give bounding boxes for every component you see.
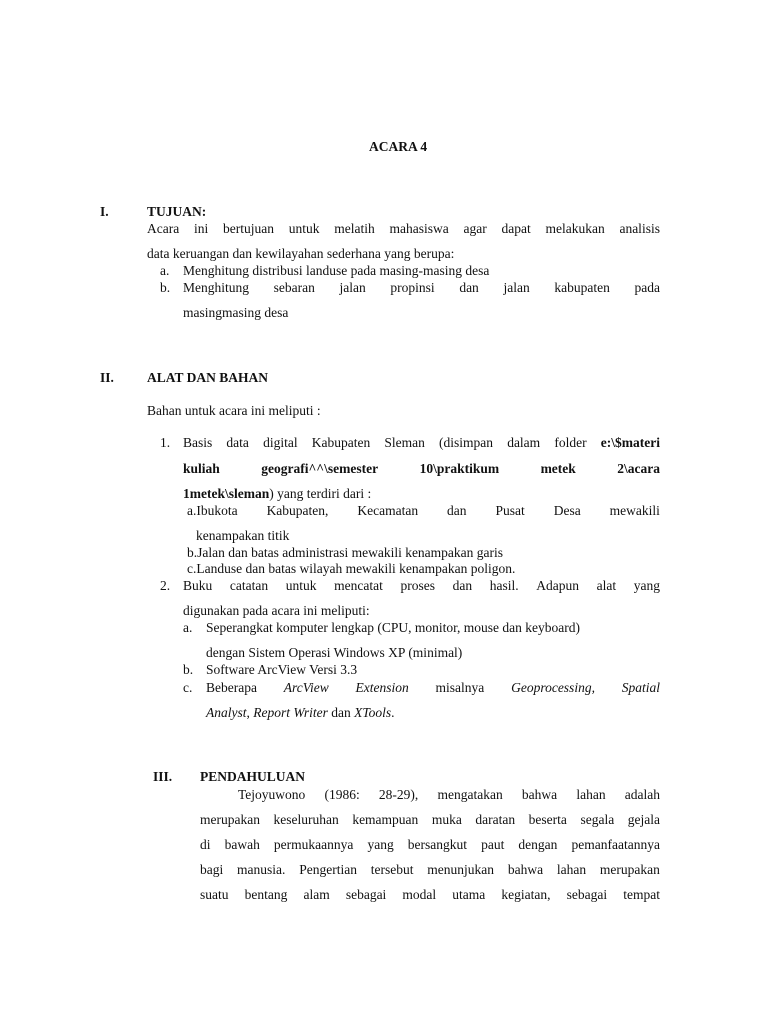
section-2-intro: Bahan untuk acara ini meliputi :: [147, 403, 321, 418]
sub-item-a: a.Ibukota Kabupaten, Kecamatan dan Pusat Desa mewakili: [187, 503, 660, 518]
list-item-b-continuation: masingmasing desa: [183, 305, 289, 320]
list-marker: c.: [183, 680, 193, 695]
section-1-paragraph-line-2: data keruangan dan kewilayahan sederhana yang berupa:: [147, 246, 455, 261]
list-item-a: Menghitung distribusi landuse pada masing-masing desa: [183, 263, 490, 278]
section-3-line-1: Tejoyuwono (1986: 28-29), mengatakan bahwa lahan adalah: [238, 787, 660, 802]
sub-item-2b: Software ArcView Versi 3.3: [206, 662, 358, 677]
list-marker: a.: [160, 263, 170, 278]
list-item-1-line-2: kuliah geografi^^\semester 10\praktikum metek 2\acara: [183, 461, 660, 476]
sub-item-2a-continuation: dengan Sistem Operasi Windows XP (minimal): [206, 645, 463, 660]
list-marker: 1.: [160, 435, 171, 450]
section-3-line-2: merupakan keseluruhan kemampuan muka daratan beserta segala gejala: [200, 812, 660, 827]
list-item-b: Menghitung sebaran jalan propinsi dan jalan kabupaten pada: [183, 280, 660, 295]
section-1-number: I.: [100, 204, 109, 219]
sub-item-b: b.Jalan dan batas administrasi mewakili kenampakan garis: [187, 545, 504, 560]
list-marker: a.: [183, 620, 193, 635]
sub-item-c: c.Landuse dan batas wilayah mewakili kenampakan poligon.: [187, 561, 516, 576]
section-3-line-3: di bawah permukaannya yang bersangkut paut dengan pemanfaatannya: [200, 837, 660, 852]
sub-item-2c: Beberapa ArcView Extension misalnya Geoprocessing, Spatial: [206, 680, 660, 695]
sub-item-a-continuation: kenampakan titik: [196, 528, 290, 543]
sub-item-2c-continuation: Analyst, Report Writer dan XTools.: [206, 705, 395, 720]
section-3-line-4: bagi manusia. Pengertian tersebut menunjukan bahwa lahan merupakan: [200, 862, 660, 877]
page-title: ACARA 4: [369, 139, 428, 154]
list-marker: 2.: [160, 578, 171, 593]
section-1-paragraph-line-1: Acara ini bertujuan untuk melatih mahasiswa agar dapat melakukan analisis: [147, 221, 660, 236]
list-item-1-line-3: 1metek\sleman) yang terdiri dari :: [183, 486, 372, 501]
section-3-heading: PENDAHULUAN: [200, 769, 306, 784]
section-1-heading: TUJUAN:: [147, 204, 207, 219]
sub-item-2a: Seperangkat komputer lengkap (CPU, monitor, mouse dan keyboard): [206, 620, 580, 635]
section-2-number: II.: [100, 370, 114, 385]
list-marker: b.: [160, 280, 171, 295]
section-3-number: III.: [153, 769, 173, 784]
list-item-1-line-1: Basis data digital Kabupaten Sleman (disimpan dalam folder e:\$materi: [183, 435, 660, 450]
section-3-line-5: suatu bentang alam sebagai modal utama kegiatan, sebagai tempat: [200, 887, 660, 902]
list-item-2-line-2: digunakan pada acara ini meliputi:: [183, 603, 370, 618]
section-2-heading: ALAT DAN BAHAN: [147, 370, 269, 385]
list-item-2-line-1: Buku catatan untuk mencatat proses dan hasil. Adapun alat yang: [183, 578, 660, 593]
list-marker: b.: [183, 662, 194, 677]
